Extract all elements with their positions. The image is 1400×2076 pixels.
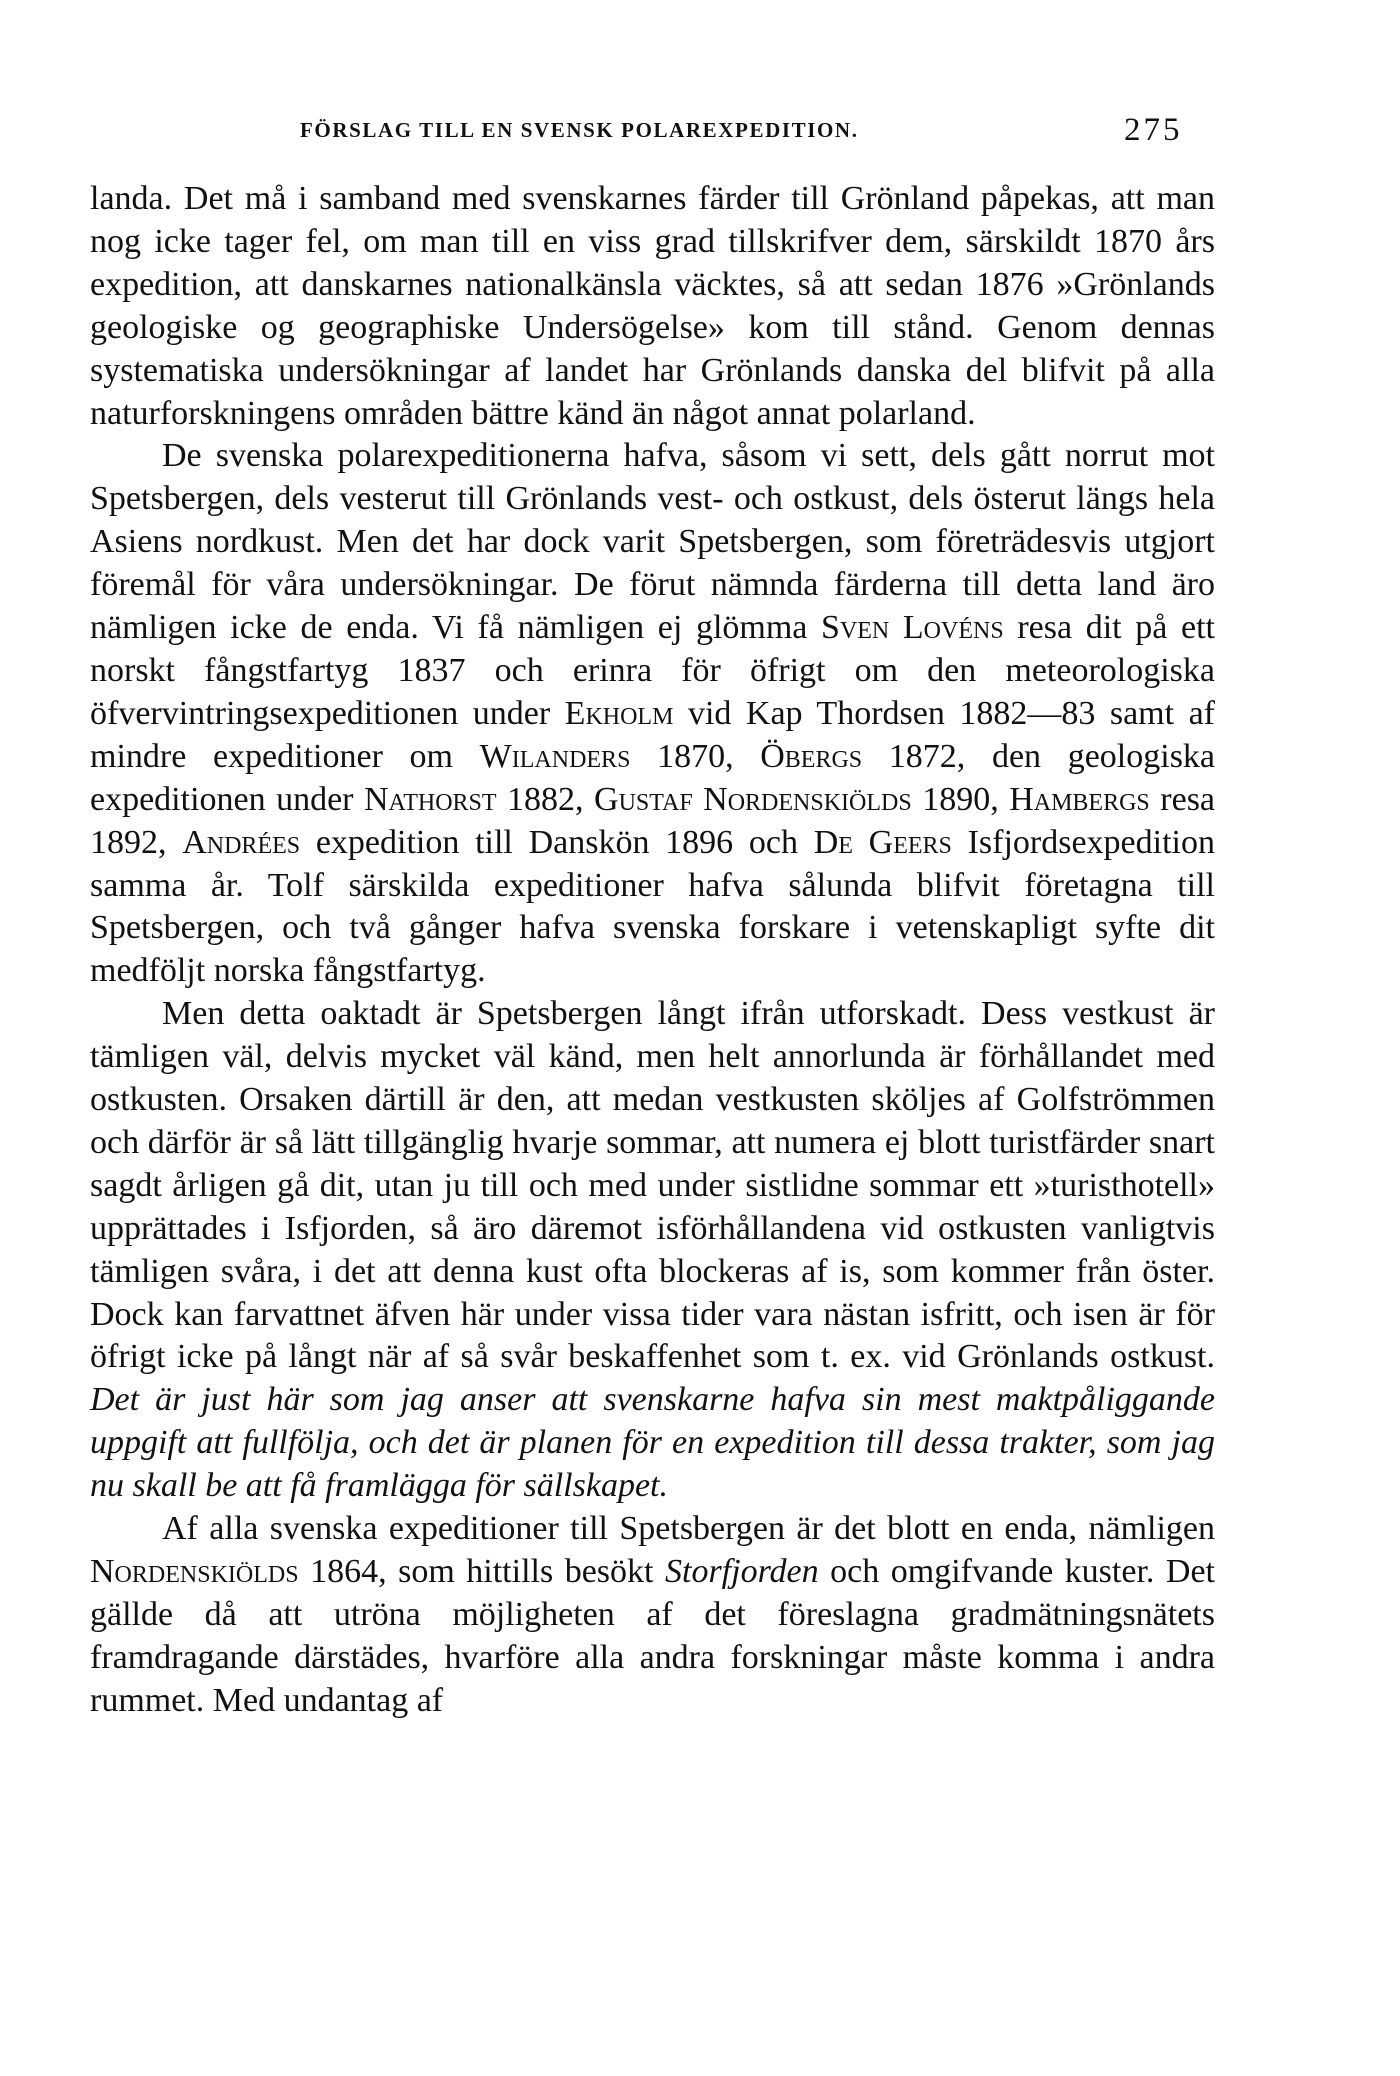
running-header — [0, 112, 1400, 158]
text-run: resa 1892, — [90, 780, 1216, 861]
paragraph-1: landa. Det må i samband med svenskarnes färder till Grönland påpekas, att man nog icke tager fel, om man till en viss grad tillskrifver dem, särskildt 1870 års expedition, att danskarnes nationalkänsla väcktes, så att sedan 1876 »Grönlands geologiske og geographiske Undersögelse» kom till stånd. Genom dennas systematiska undersökningar af landet har Grönlands danska del blifvit på alla naturforskningens områden bättre känd än något annat polarland. — [90, 180, 1215, 432]
text-run: vid Kap Thordsen 1882—83 samt af mindre expeditioner om — [90, 694, 1215, 775]
text-run: 1872, den geologiska expeditionen under — [90, 737, 1216, 818]
text-run: De svenska polarexpeditionerna hafva, såsom vi sett, dels gått norrut mot Spetsbergen, dels vesterut till Grönlands vest- och ostkust, dels österut längs hela Asiens nordkust. Men det har dock varit Spetsbergen, som företrädesvis utgjort föremål för våra undersökningar. De förut nämnda färderna till detta land äro nämligen icke de enda. Vi få nämligen ej glömma — [90, 437, 1215, 647]
text-run: 1882, — [496, 780, 595, 818]
paragraph-2 — [90, 435, 1215, 993]
person-name: Öbergs — [760, 737, 863, 775]
person-name: Hambergs — [1009, 780, 1150, 818]
text-run: Af alla svenska expeditioner till Spetsbergen är det blott en enda, nämligen — [162, 1510, 1215, 1548]
running-title: FÖRSLAG TILL EN SVENSK POLAREXPEDITION. — [300, 118, 859, 142]
text-run: 1890, — [911, 780, 1010, 818]
person-name: Nordenskiölds — [90, 1553, 299, 1590]
person-name: Gustaf Nordenskiölds — [594, 780, 912, 818]
paragraph-4 — [90, 1508, 1215, 1723]
text-run: Men detta oaktadt är Spetsbergen långt ifrån utforskadt. Dess vestkust är tämligen väl, delvis mycket väl känd, men helt annorlunda är förhållandet med ostkusten. Orsaken därtill är den, att medan vestkusten sköljes af Golfströmmen och därför är så lätt tillgänglig hvarje sommar, att numera ej blott turistfärder snart sagdt årligen gå dit, utan ju till och med under sistlidne sommar ett »turisthotell» upprättades i Isfjorden, så äro däremot isförhållandena vid ostkusten vanligtvis tämligen svåra, i det att denna kust ofta blockeras af is, som kommer från öster. Dock kan farvattnet äfven här under vissa tider vara nästan isfritt, och isen är för öfrigt icke på långt när af så svår beskaffenhet som t. ex. vid Grönlands ostkust. — [90, 995, 1215, 1376]
text-run: 1864, som hittills besökt — [298, 1553, 665, 1590]
person-name: De Geers — [813, 823, 952, 861]
text-run: Isfjordsexpedition samma år. Tolf särskilda expeditioner hafva sålunda blifvit företagna till Spetsbergen, och två gånger hafva svenska forskare i vetenskapligt syfte dit medföljt norska fångstfartyg. — [90, 823, 1215, 990]
text-run: resa dit på ett norskt fångstfartyg 1837 och erinra för öfrigt om den meteorologiska öfvervintringsexpeditionen under — [90, 609, 1216, 732]
person-name: Wilanders — [479, 737, 631, 775]
person-name: Nathorst — [363, 780, 497, 818]
text-run: expedition till Danskön 1896 och — [300, 823, 814, 861]
text-run: och omgifvande kuster. Det gällde då att utröna möjligheten af det föreslagna gradmätningsnätets framdragande därstädes, hvarföre alla andra forskningar måste komma i andra rummet. Med undantag af — [90, 1553, 1215, 1719]
text-run: 1870, — [630, 737, 761, 775]
body-text — [90, 178, 1215, 1723]
page-number: 275 — [1124, 112, 1183, 148]
person-name: Sven Lovéns — [821, 609, 1004, 647]
person-name: Ekholm — [564, 694, 674, 732]
paragraph-3 — [90, 993, 1215, 1508]
place-name: Storfjorden — [665, 1553, 819, 1590]
emphasized-text: Det är just här som jag anser att svenskarne hafva sin mest maktpåliggande uppgift att fullfölja, och det är planen för en expedition till dessa trakter, som jag nu skall be att få framlägga för sällskapet. — [90, 1381, 1215, 1505]
person-name: Andrées — [182, 823, 301, 861]
